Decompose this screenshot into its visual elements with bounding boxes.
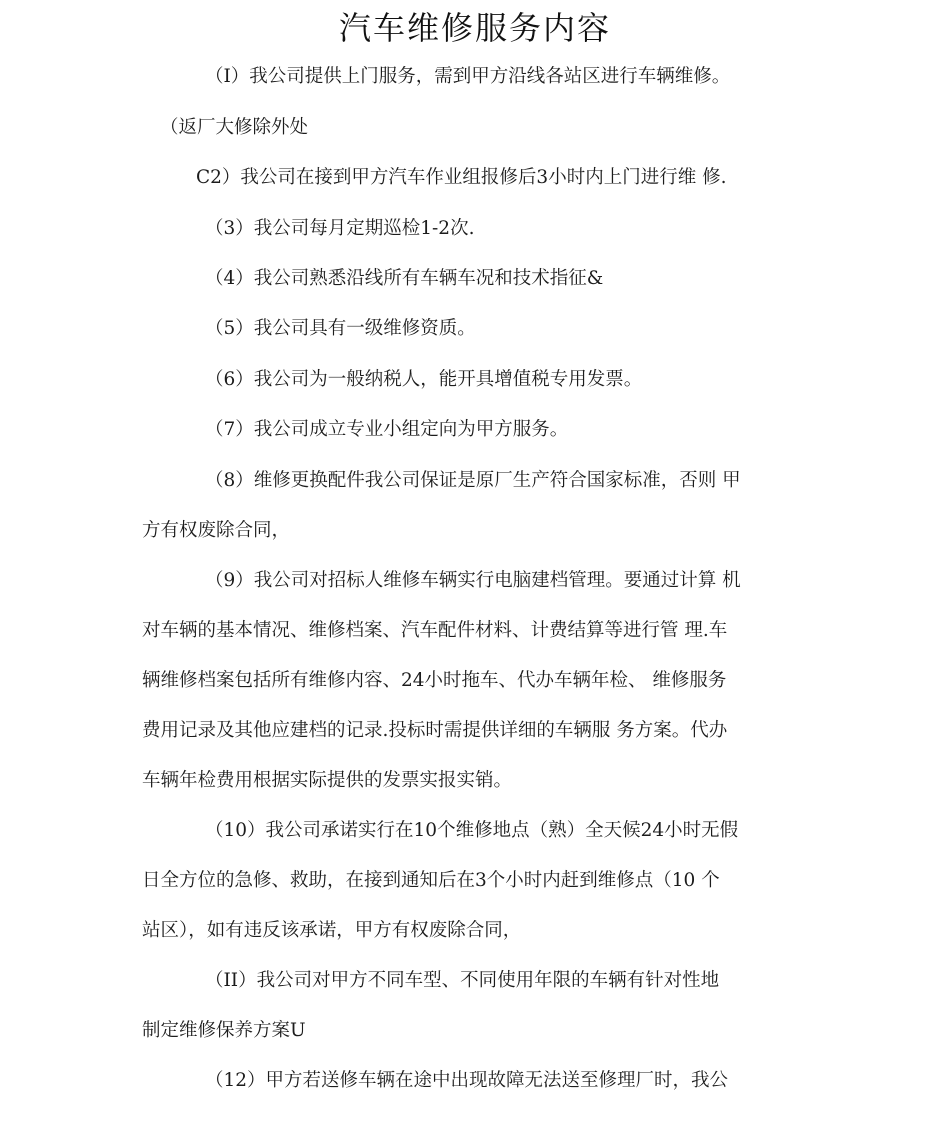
text-line-item-9: （9）我公司对招标人维修车辆实行电脑建档管理。要通过计算 机: [205, 570, 741, 591]
text-line-item-9-cont-2: 辆维修档案包括所有维修内容、24小时拖车、代办车辆年检、 维修服务: [142, 670, 727, 691]
text-line-item-10: （10）我公司承诺实行在10个维修地点（熟）全天候24小时无假: [205, 820, 739, 841]
text-line-item-10-cont-2: 站区），如有违反该承诺，甲方有权废除合同，: [142, 920, 522, 941]
text-line-item-11: （II）我公司对甲方不同车型、不同使用年限的车辆有针对性地: [205, 970, 720, 991]
text-line-item-2: C2）我公司在接到甲方汽车作业组报修后3小时内上门进行维 修.: [196, 167, 727, 188]
text-line-item-10-cont-1: 日全方位的急修、救助，在接到通知后在3个小时内赶到维修点（10 个: [142, 870, 720, 891]
text-line-item-1: （I）我公司提供上门服务，需到甲方沿线各站区进行车辆维修。: [205, 66, 731, 87]
text-line-item-4: （4）我公司熟悉沿线所有车辆车况和技术指征&: [205, 268, 604, 289]
document-title: 汽车维修服务内容: [338, 9, 611, 47]
text-line-item-5: （5）我公司具有一级维修资质。: [205, 318, 476, 339]
text-line-item-12: （12）甲方若送修车辆在途中出现故障无法送至修理厂时，我公: [205, 1070, 729, 1091]
text-line-item-8-cont: 方有权废除合同，: [142, 520, 291, 541]
text-line-item-6: （6）我公司为一般纳税人，能开具增值税专用发票。: [205, 369, 643, 390]
text-line-item-9-cont-4: 车辆年检费用根据实际提供的发票实报实销。: [142, 770, 513, 791]
text-line-item-9-cont-1: 对车辆的基本情况、维修档案、汽车配件材料、计费结算等进行管 理.车: [142, 620, 728, 641]
text-line-item-11-cont: 制定维修保养方案U: [142, 1020, 306, 1041]
text-line-item-7: （7）我公司成立专业小组定向为甲方服务。: [205, 419, 569, 440]
text-line-item-1-cont: （返厂大修除外处: [160, 117, 309, 138]
text-line-item-9-cont-3: 费用记录及其他应建档的记录.投标时需提供详细的车辆服 务方案。代办: [142, 720, 728, 741]
text-line-item-3: （3）我公司每月定期巡检1-2次.: [205, 218, 475, 239]
text-line-item-8: （8）维修更换配件我公司保证是原厂生产符合国家标准，否则 甲: [205, 470, 741, 491]
